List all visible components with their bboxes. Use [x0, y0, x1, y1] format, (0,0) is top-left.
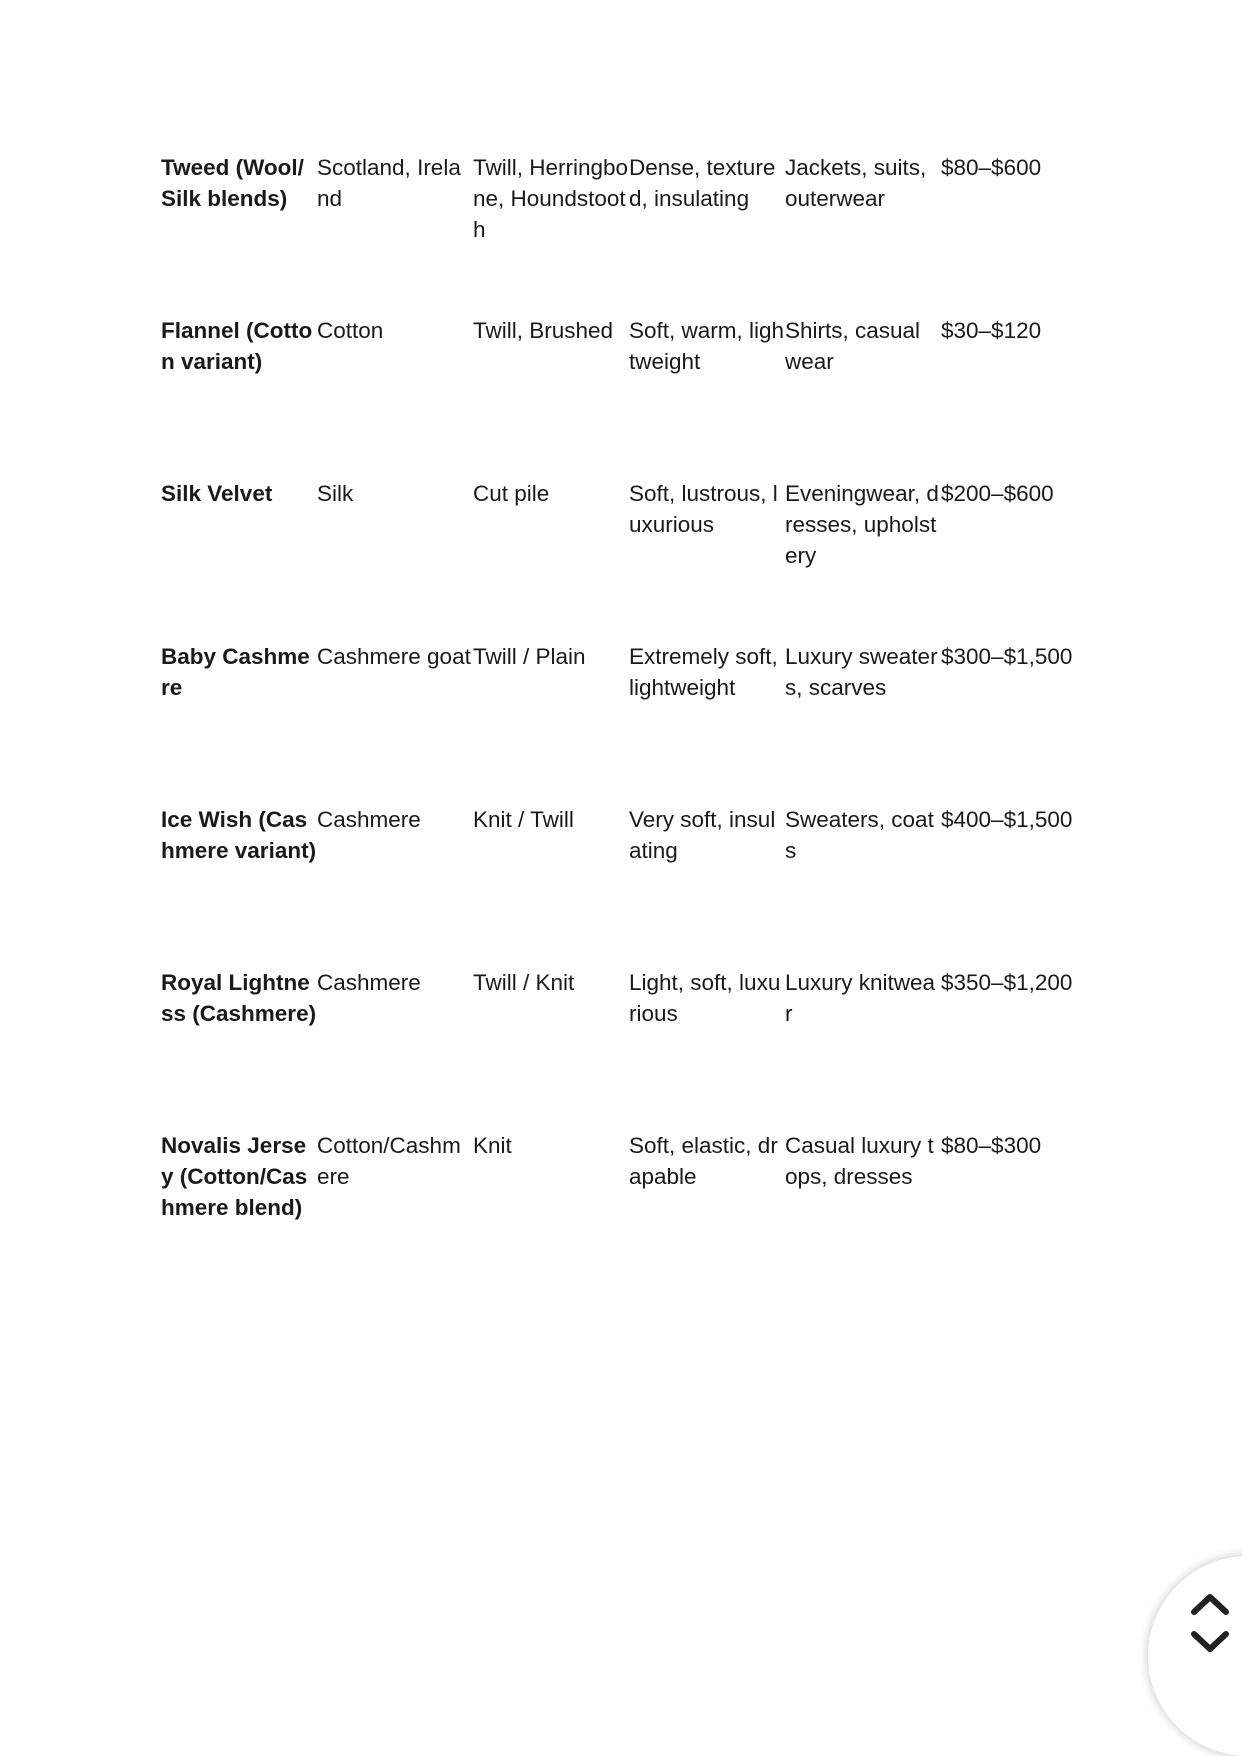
uses-cell: Shirts, casual wear — [785, 318, 921, 374]
price-cell: $200–$600 — [941, 481, 1054, 506]
price-cell: $80–$300 — [941, 1133, 1042, 1158]
fabric-name-cell: Tweed (Wool/Silk blends) — [161, 155, 304, 211]
fabric-name-cell: Royal Lightness (Cashmere) — [161, 970, 317, 1026]
weave-cell: Knit / Twill — [473, 807, 574, 832]
feel-cell: Dense, textured, insulating — [629, 155, 776, 211]
weave-cell: Twill / Knit — [473, 970, 575, 995]
origin-cell: Cotton/Cashmere — [317, 1133, 461, 1189]
feel-cell: Soft, warm, lightweight — [629, 318, 785, 374]
uses-cell: Casual luxury tops, dresses — [785, 1133, 934, 1189]
origin-cell: Scotland, Ireland — [317, 155, 461, 211]
price-cell: $350–$1,200 — [941, 970, 1073, 995]
uses-cell: Sweaters, coats — [785, 807, 934, 863]
uses-cell: Jackets, suits, outerwear — [785, 155, 927, 211]
table-row — [161, 1130, 1091, 1280]
origin-cell: Cotton — [317, 318, 384, 343]
table-row — [161, 967, 1091, 1130]
chevron-down-icon[interactable] — [1188, 1628, 1232, 1658]
table-row — [161, 641, 1091, 804]
weave-cell: Cut pile — [473, 481, 550, 506]
weave-cell: Knit — [473, 1133, 512, 1158]
fabric-table — [161, 152, 1091, 1280]
chevron-up-icon[interactable] — [1188, 1588, 1232, 1618]
weave-cell: Twill, Brushed — [473, 318, 614, 343]
origin-cell: Cashmere — [317, 970, 421, 995]
uses-cell: Luxury sweaters, scarves — [785, 644, 938, 700]
fabric-name-cell: Ice Wish (Cashmere variant) — [161, 807, 317, 863]
origin-cell: Cashmere goat — [317, 644, 471, 669]
fabric-name-cell: Flannel (Cotton variant) — [161, 318, 313, 374]
feel-cell: Very soft, insulating — [629, 807, 776, 863]
feel-cell: Extremely soft, lightweight — [629, 644, 778, 700]
origin-cell: Cashmere — [317, 807, 421, 832]
scroll-navigation-widget — [1148, 1556, 1242, 1756]
uses-cell: Luxury knitwear — [785, 970, 936, 1026]
feel-cell: Soft, lustrous, luxurious — [629, 481, 778, 537]
fabric-name-cell: Silk Velvet — [161, 481, 273, 506]
fabric-name-cell: Novalis Jersey (Cotton/Cashmere blend) — [161, 1133, 308, 1220]
weave-cell: Twill, Herringbone, Houndstooth — [473, 155, 629, 242]
table-row — [161, 804, 1091, 967]
table-row — [161, 478, 1091, 641]
price-cell: $300–$1,500 — [941, 644, 1073, 669]
fabric-name-cell: Baby Cashmere — [161, 644, 310, 700]
uses-cell: Eveningwear, dresses, upholstery — [785, 481, 939, 568]
table-row — [161, 152, 1091, 315]
price-cell: $30–$120 — [941, 318, 1042, 343]
price-cell: $80–$600 — [941, 155, 1042, 180]
feel-cell: Light, soft, luxurious — [629, 970, 781, 1026]
feel-cell: Soft, elastic, drapable — [629, 1133, 778, 1189]
table-row — [161, 315, 1091, 478]
price-cell: $400–$1,500 — [941, 807, 1073, 832]
origin-cell: Silk — [317, 481, 354, 506]
weave-cell: Twill / Plain — [473, 644, 586, 669]
